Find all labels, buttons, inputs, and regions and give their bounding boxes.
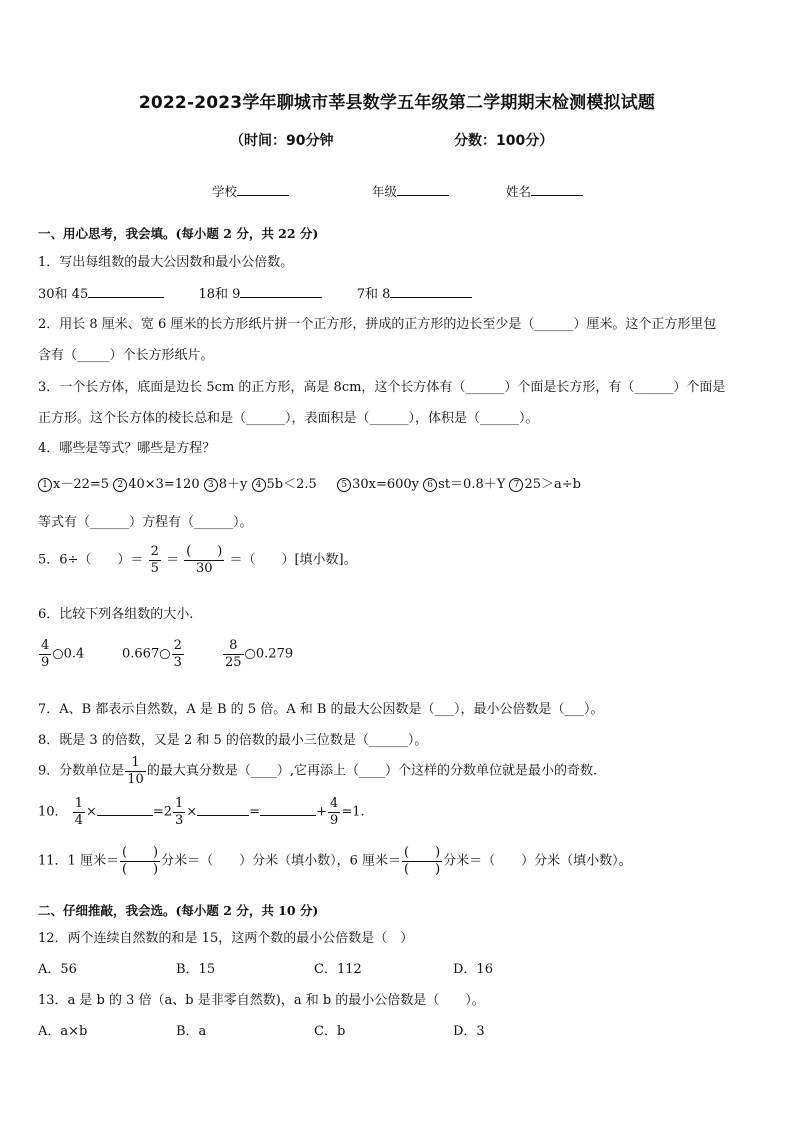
q4-num-4: 4 bbox=[252, 478, 266, 492]
q1-c: 7和 8 bbox=[356, 287, 391, 302]
q10-frac-2: $\frac{1}{3}$ bbox=[175, 796, 184, 828]
q3-line-1: 3．一个长方体，底面是边长 5cm 的正方形，高是 8cm，这个长方体有（______）个面是长方形，有（______）个面是 bbox=[38, 380, 726, 395]
name-blank[interactable] bbox=[531, 183, 583, 196]
q11-frac-2: $\frac{( )}{( )}$ bbox=[404, 845, 441, 877]
q12-text: 12．两个连续自然数的和是 15，这两个数的最小公倍数是（ ） bbox=[38, 931, 414, 946]
q1-b: 18和 9 bbox=[198, 287, 241, 302]
q11: 11．1 厘米＝ $\frac{( )}{( )}$ 分米＝（ ）分米（填小数），6 厘米＝ $\frac{( )}{( )}$ 分米＝（ ）分米（填小数）。 bbox=[38, 845, 632, 877]
q5-frac-2: $\frac{( )}{30}$ bbox=[186, 544, 223, 576]
q5-frac-1: $\frac{2}{5}$ bbox=[150, 544, 159, 576]
q4-num-7: 7 bbox=[509, 478, 523, 492]
q10: 10． $\frac{1}{4}$ × =2 $\frac{1}{3}$ × = + $\frac{4}{9}$ =1. bbox=[38, 796, 365, 828]
q13-option-b[interactable]: B．a bbox=[176, 1024, 207, 1039]
name-field bbox=[506, 182, 583, 200]
q4-num-5: 5 bbox=[337, 478, 351, 492]
q5-suffix: ＝（ ）[填小数]。 bbox=[229, 552, 357, 568]
q1-a: 30和 45 bbox=[38, 287, 89, 302]
q12-option-a[interactable]: A．56 bbox=[38, 962, 77, 977]
q4-item-3: 8＋y bbox=[218, 477, 248, 492]
q1-a-blank[interactable] bbox=[88, 286, 164, 298]
q4-item-2: 40×3=120 bbox=[128, 477, 200, 492]
q12-option-c[interactable]: C．112 bbox=[314, 962, 362, 977]
school-field bbox=[212, 182, 289, 200]
q13-text: 13．a 是 b 的 3 倍（a、b 是非零自然数)，a 和 b 的最小公倍数是（ ）。 bbox=[38, 993, 485, 1008]
q9-frac: $\frac{1}{10}$ bbox=[127, 755, 144, 787]
page-title: 2022-2023学年聊城市莘县数学五年级第二学期期末检测模拟试题 bbox=[138, 93, 656, 113]
q10-blank-2[interactable] bbox=[197, 804, 249, 816]
q4-text: 4．哪些是等式？哪些是方程？ bbox=[38, 441, 216, 456]
q4-num-1: 1 bbox=[38, 478, 52, 492]
q4-item-5: 30x=600y bbox=[352, 477, 420, 492]
section-1-heading: 一、用心思考，我会填。(每小题 2 分，共 22 分) bbox=[38, 226, 319, 241]
q6-b-frac: $\frac{2}{3}$ bbox=[173, 638, 182, 670]
q4-item-7: 25＞a÷b bbox=[524, 477, 581, 492]
q1-items bbox=[38, 283, 472, 302]
q3-line-2: 正方形。这个长方体的棱长总和是（______），表面积是（______），体积是（______）。 bbox=[38, 411, 539, 426]
q4-item-6: st＝0.8＋Y bbox=[438, 477, 506, 492]
q7-text: 7．A、B 都表示自然数，A 是 B 的 5 倍。A 和 B 的最大公因数是（___），最小公倍数是（___）。 bbox=[38, 702, 604, 717]
q4-items bbox=[38, 473, 581, 492]
q2-line-2: 含有（_____）个长方形纸片。 bbox=[38, 348, 214, 363]
grade-label: 年级 bbox=[372, 184, 398, 199]
q4-answer: 等式有（______）方程有（______）。 bbox=[38, 515, 253, 530]
grade-blank[interactable] bbox=[397, 183, 449, 196]
q5-prefix: 5．6÷（ ）＝ bbox=[38, 552, 144, 568]
q12-option-b[interactable]: B．15 bbox=[176, 962, 216, 977]
q2-line-1: 2．用长 8 厘米、宽 6 厘米的长方形纸片拼一个正方形，拼成的正方形的边长至少是（______）厘米。这个正方形里包 bbox=[38, 317, 717, 332]
q12-option-d[interactable]: D．16 bbox=[453, 962, 493, 977]
q1-c-blank[interactable] bbox=[390, 286, 472, 298]
q6-a: $\frac{4}{9}$ ○0.4 bbox=[41, 638, 85, 670]
q10-frac-3: $\frac{4}{9}$ bbox=[330, 796, 339, 828]
q4-num-2: 2 bbox=[113, 478, 127, 492]
q5 bbox=[38, 544, 357, 576]
q5-eq: ＝ bbox=[166, 552, 180, 568]
q10-frac-1: $\frac{1}{4}$ bbox=[74, 796, 83, 828]
q6-c: $\frac{8}{25}$ ○0.279 bbox=[225, 638, 294, 670]
exam-score: 分数：100分） bbox=[454, 133, 554, 149]
q11-frac-1: $\frac{( )}{( )}$ bbox=[121, 845, 159, 877]
q4-num-3: 3 bbox=[204, 478, 218, 492]
q10-blank-1[interactable] bbox=[97, 804, 153, 816]
section-2-heading: 二、仔细推敲，我会选。(每小题 2 分，共 10 分) bbox=[38, 903, 319, 918]
q4-item-4: 5b＜2.5 bbox=[266, 477, 317, 492]
q4-item-1: x－22=5 bbox=[53, 477, 110, 492]
q6-text: 6．比较下列各组数的大小. bbox=[38, 607, 194, 622]
q6-c-frac: $\frac{8}{25}$ bbox=[225, 638, 242, 670]
name-label: 姓名 bbox=[506, 184, 532, 199]
q13-option-a[interactable]: A．a×b bbox=[38, 1024, 88, 1039]
q13-option-d[interactable]: D．3 bbox=[453, 1024, 485, 1039]
q8-text: 8．既是 3 的倍数，又是 2 和 5 的倍数的最小三位数是（______）。 bbox=[38, 733, 428, 748]
q6-a-frac: $\frac{4}{9}$ bbox=[41, 638, 50, 670]
q10-blank-3[interactable] bbox=[260, 804, 316, 816]
q9: 9．分数单位是 $\frac{1}{10}$ 的最大真分数是（____）,它再添上（____）个这样的分数单位就是最小的奇数. bbox=[38, 755, 598, 787]
grade-field bbox=[372, 182, 449, 200]
school-label: 学校 bbox=[212, 184, 238, 199]
school-blank[interactable] bbox=[237, 183, 289, 196]
q13-option-c[interactable]: C．b bbox=[314, 1024, 346, 1039]
q1-b-blank[interactable] bbox=[240, 286, 322, 298]
q1-text: 1．写出每组数的最大公因数和最小公倍数。 bbox=[38, 255, 294, 270]
q4-num-6: 6 bbox=[423, 478, 437, 492]
exam-time: （时间：90分钟 bbox=[230, 133, 334, 149]
q6-b: 0.667○ $\frac{2}{3}$ bbox=[122, 638, 182, 670]
